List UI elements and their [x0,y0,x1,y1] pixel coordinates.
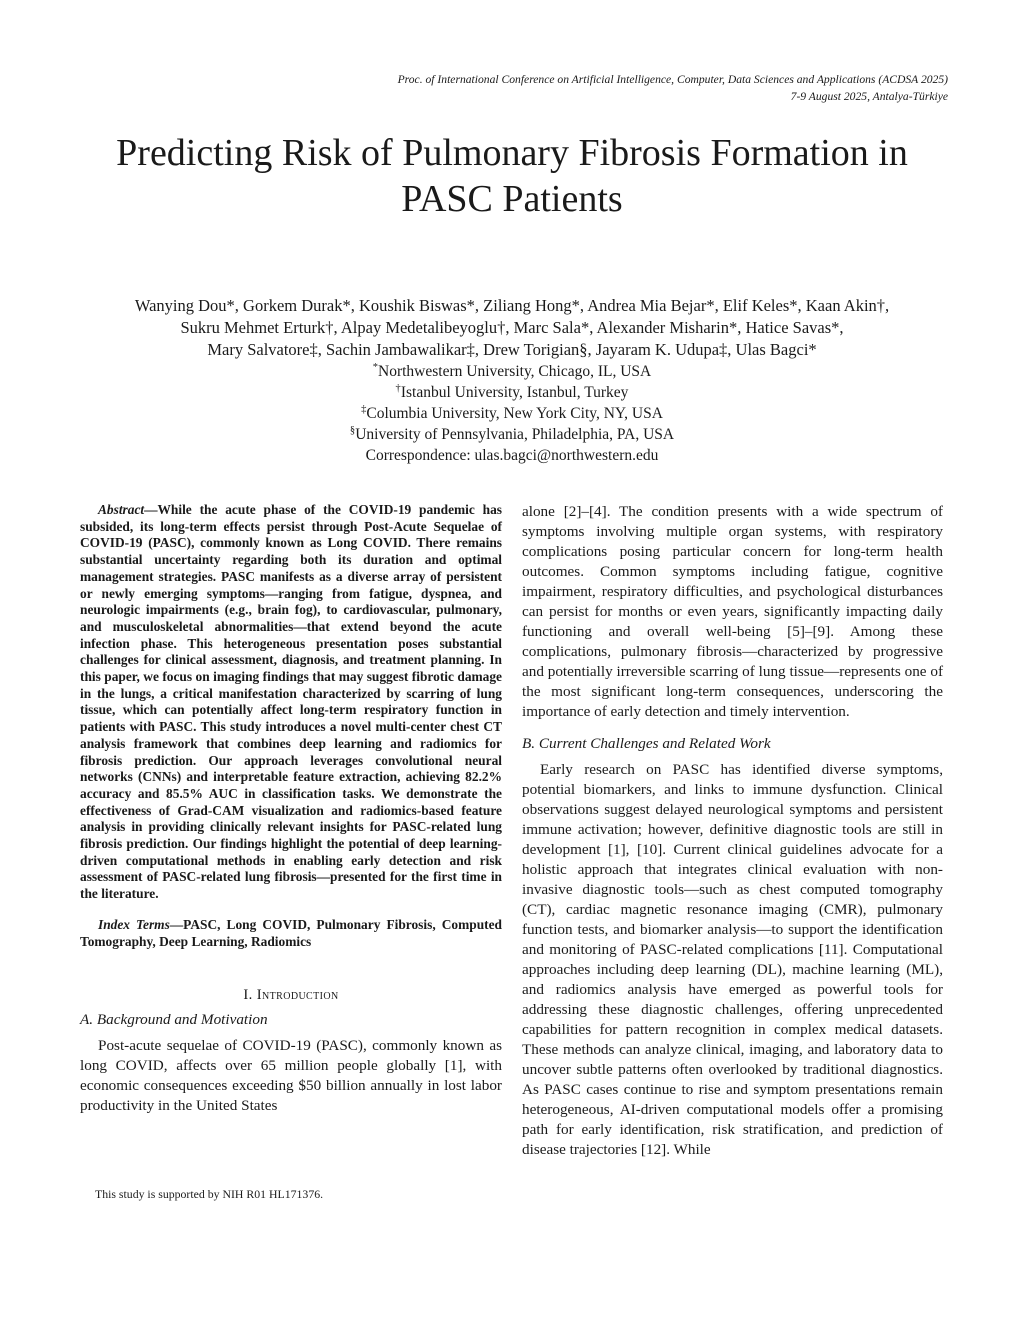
subsection-title: Background and Motivation [96,1011,268,1029]
paragraph: Post-acute sequelae of COVID-19 (PASC), commonly known as long COVID, affects over 65 million people globally [1], with economic consequences exceeding $50 billion annually in lost labor productivity in the United States [80,1037,502,1115]
affiliation-text: Columbia University, New York City, NY, USA [366,405,663,422]
index-terms-dash: — [169,916,184,932]
affiliation-mark: § [349,424,356,436]
affiliation-text: Istanbul University, Istanbul, Turkey [400,384,629,401]
footnote: This study is supported by NIH R01 HL171376. [95,1187,324,1201]
paper-title [40,130,984,222]
index-terms-label: Index Terms [98,916,170,932]
affiliation [40,382,984,403]
abstract-label: Abstract [98,502,145,517]
affiliation [40,424,984,445]
author-line: Mary Salvatore‡, Sachin Jambawalikar‡, Drew Torigian§, Jayaram K. Udupa‡, Ulas Bagci* [207,340,817,359]
right-column [522,502,943,1160]
abstract-dash: — [144,502,158,517]
subsection-label: B. [522,735,536,752]
title-line-1: Predicting Risk of Pulmonary Fibrosis Formation in [116,132,908,174]
affiliation-text: University of Pennsylvania, Philadelphia, PA, USA [355,426,675,443]
author-list [40,295,984,361]
index-terms [80,917,502,950]
subsection-title: Current Challenges and Related Work [538,735,771,752]
affiliation-mark: ‡ [361,403,367,415]
author-line: Wanying Dou*, Gorkem Durak*, Koushik Biswas*, Ziliang Hong*, Andrea Mia Bejar*, Elif Keles*, Kaan Akin†, [134,296,890,315]
left-column [80,502,502,1116]
affiliation [40,361,984,382]
affiliation-mark: * [372,361,379,373]
subsection-label: A. [80,1011,94,1029]
author-line: Sukru Mehmet Erturk†, Alpay Medetalibeyoglu†, Marc Sala*, Alexander Misharin*, Hatice Savas*, [180,318,844,337]
conference-line: Proc. of International Conference on Artificial Intelligence, Computer, Data Sciences and Applications (ACDSA 2025) [397,73,948,86]
section-title: Introduction [256,987,339,1004]
abstract-text: While the acute phase of the COVID-19 pandemic has subsided, its long-term effects persist through Post-Acute Sequelae of COVID-19 (PASC), commonly known as Long COVID. There remains substantial uncertainty regarding both its duration and optimal management strategies. PASC manifests as a diverse array of persistent or newly emerging symptoms—ranging from fatigue, dyspnea, and neurologic impairments (e.g., brain fog), to cardiovascular, pulmonary, and musculoskeletal abnormalities—that extend beyond the acute infection phase. This heterogeneous presentation poses substantial challenges for clinical assessment, diagnosis, and treatment planning. In this paper, we focus on imaging findings that may suggest fibrotic damage in the lungs, a critical manifestation characterized by scarring of lung tissue, which can potentially affect long-term respiratory function in patients with PASC. This study introduces a novel multi-center chest CT analysis framework that combines deep learning and radiomics for fibrosis prediction. Our approach leverages convolutional neural networks (CNNs) and interpretable feature extraction, achieving 82.2% accuracy and 85.5% AUC in classification tasks. We demonstrate the effectiveness of Grad-CAM visualization and radiomics-based feature analysis in providing clinically relevant insights for PASC-related lung fibrosis prediction. Our findings highlight the potential of deep learning-driven computational methods in enabling early detection and risk assessment of PASC-related lung fibrosis—presented for the first time in the literature. [80,502,502,902]
subsection-heading-b [522,734,943,754]
affiliation-text: Northwestern University, Chicago, IL, USA [378,363,652,380]
paragraph: alone [2]–[4]. The condition presents with a wide spectrum of symptoms involving multiple organ systems, with respiratory complications posing particular concern for long-term health outcomes. Common symptoms including fatigue, cognitive impairment, respiratory difficulties, and psychological disturbances can persist for months or even years, significantly impacting daily functioning and overall well-being [5]–[9]. Among these complications, pulmonary fibrosis—characterized by progressive and potentially irreversible scarring of lung tissue—represents one of the most significant long-term consequences, underscoring the importance of early detection and timely intervention. [522,503,943,720]
paragraph: Early research on PASC has identified diverse symptoms, potential biomarkers, and links to immune dysfunction. Clinical observations suggest delayed neurological symptoms and persistent immune activation; however, definitive diagnostic tools are still in development [1], [10]. Current clinical guidelines advocate for a holistic approach that integrates clinical evaluation with non-invasive diagnostic tools—such as chest computed tomography (CT), cardiac magnetic resonance imaging (CMR), pulmonary function tests, and biomarker analysis—to support the identification and monitoring of PASC-related complications [11]. Computational approaches including deep learning (DL), machine learning (ML), and radiomics analysis have emerged as powerful tools for addressing these diagnostic challenges, offering unprecedented capabilities for pattern recognition in complex medical datasets. These methods can analyze clinical, imaging, and laboratory data to uncover subtle patterns often overlooked by traditional diagnostics. As PASC cases continue to rise and symptom presentations remain heterogeneous, AI-driven computational models offer a promising path for early identification, risk stratification, and prediction of disease trajectories [12]. While [522,761,943,1158]
abstract [80,502,502,903]
affiliation-mark: † [395,382,401,394]
section-number: I. [243,987,253,1004]
subsection-heading-a [80,1010,502,1030]
conference-date-line: 7-9 August 2025, Antalya-Türkiye [790,90,948,103]
section-heading [80,986,502,1004]
conference-header [398,73,948,104]
index-terms-text: PASC, Long COVID, Pulmonary Fibrosis, Computed Tomography, Deep Learning, Radiomics [80,916,502,949]
affiliation [40,403,984,424]
correspondence: Correspondence: ulas.bagci@northwestern.edu [365,447,659,464]
affiliations [40,361,984,466]
title-line-2: PASC Patients [401,178,623,220]
